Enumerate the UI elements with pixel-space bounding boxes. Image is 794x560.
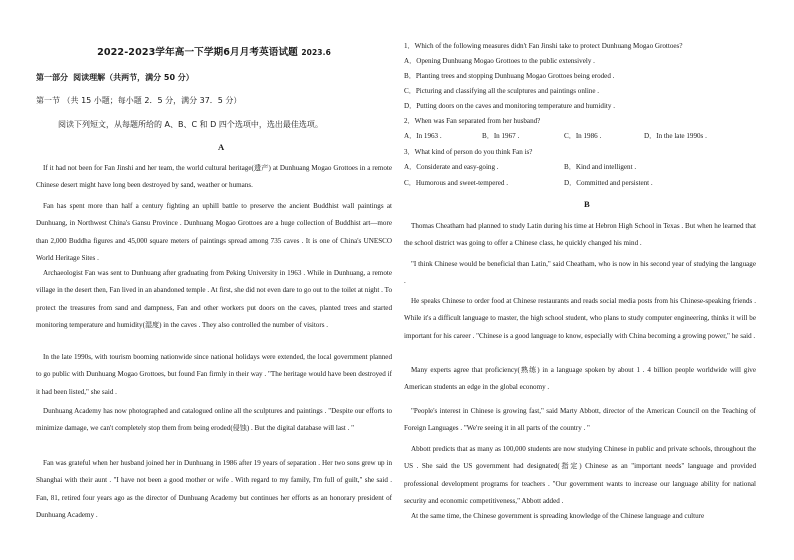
- page-title: [36, 44, 392, 58]
- question-2-option-c: C．In 1986 .: [564, 132, 602, 140]
- question-3-stem: 3．What kind of person do you think Fan is?: [404, 148, 533, 156]
- passage-a-para-6: Fan was grateful when her husband joined her in Dunhuang in 1986 after 19 years of separation . Her two sons grew up in Shanghai with their aunt . "I have not been a good mother or wife . With regard to my family, I'm full of guilt," she said . Fan, 81, retired four years ago as the director of Dunhuang Academy but continues her efforts as an honorary president of Dunhuang Academy .: [36, 459, 392, 520]
- title-year: 2023.6: [301, 48, 331, 57]
- question-3-option-d: D．Committed and persistent .: [564, 179, 653, 187]
- question-1-option-b: B．Planting trees and stopping Dunhuang Mogao Grottoes being eroded .: [404, 72, 615, 80]
- passage-a-para-4: In the late 1990s, with tourism booming nationwide since national holidays were extended, the local government planned to go public with Dunhuang Mogao Grottoes, but found Fan firmly in their way . "The heritage would have been destroyed if it had been listed," she said .: [36, 353, 392, 396]
- passage-b-para-5: "People's interest in Chinese is growing fast," said Marty Abbott, director of the American Council on the Teaching of Foreign Languages . "We're seeing it in all parts of the country . ": [404, 407, 756, 433]
- passage-b-para-6: Abbott predicts that as many as 100,000 students are now studying Chinese in public and private schools, throughout the US . She said the US government had designated(指定) Chinese as an "important needs" language and provided professional development programs for teachers . "Our government wants to increase our language ability for national security and economic competitiveness," Abbott added .: [404, 445, 756, 506]
- question-1-option-a: A．Opening Dunhuang Mogao Grottoes to the public extensively .: [404, 57, 595, 65]
- passage-b-para-4: Many experts agree that proficiency(熟练) in a language spoken by about 1 . 4 billion people worldwide will give American students an edge in the global economy .: [404, 366, 756, 392]
- question-2-option-d: D．In the late 1990s .: [644, 132, 707, 140]
- passage-a-para-3: Archaeologist Fan was sent to Dunhuang after graduating from Peking University in 1963 . While in Dunhuang, a remote village in the desert then, Fan lived in an abandoned temple . At first, she did not even dare to go out to the toilet at night . To protect the treasures from sand and dampness, Fan and other workers put doors on the caves, planted trees and started monitoring temperature and humidity(湿度) in the caves . They also controlled the number of visitors .: [36, 269, 392, 330]
- title-text: 2022-2023学年高一下学期6月月考英语试题: [97, 47, 298, 58]
- section-desc: （共 15 小题；每小题 2．5 分，满分 37．5 分）: [62, 96, 242, 105]
- part-name: 阅读理解（共两节，满分 50 分）: [73, 73, 194, 82]
- passage-b-letter: B: [584, 199, 590, 209]
- question-2-option-a: A．In 1963 .: [404, 132, 442, 140]
- passage-b-para-7: At the same time, the Chinese government is spreading knowledge of the Chinese language and culture: [411, 512, 705, 520]
- part-heading: [36, 72, 194, 83]
- section-label: 第一节: [36, 96, 60, 105]
- question-3-option-a: A．Considerate and easy-going .: [404, 163, 499, 171]
- question-1-option-c: C．Picturing and classifying all the sculptures and paintings online .: [404, 87, 600, 95]
- passage-a-para-1: If it had not been for Fan Jinshi and her team, the world cultural heritage(遗产) at Dunhuang Mogao Grottoes in a remote Chinese desert might have long been destroyed by sand, weather or humans.: [36, 164, 392, 190]
- passage-a-letter: A: [218, 142, 225, 152]
- passage-a-para-2: Fan has spent more than half a century fighting an uphill battle to preserve the ancient Buddhist wall paintings at Dunhuang, in Northwest China's Gansu Province . Dunhuang Mogao Grottoes are a huge collection of Buddhist art—more than 2,000 Buddha figures and 45,000 square meters of paintings spread among 735 caves . It is one of China's UNESCO World Heritage Sites .: [36, 202, 392, 263]
- part-label: 第一部分: [36, 73, 68, 82]
- question-1-option-d: D．Putting doors on the caves and monitoring temperature and humidity .: [404, 102, 616, 110]
- question-2-stem: 2．When was Fan separated from her husband?: [404, 117, 541, 125]
- passage-b-para-3: He speaks Chinese to order food at Chinese restaurants and reads social media posts from his Chinese-speaking friends . While it's a difficult language to master, the high school student, who plans to study computer engineering, thinks it will be important for his career . "Chinese is a good language to know, especially with China becoming a growing power," he said .: [404, 297, 756, 340]
- passage-b-para-2: "I think Chinese would be beneficial than Latin," said Cheatham, who is now in his second year of studying the language .: [404, 260, 756, 286]
- instruction: 阅读下列短文，从每题所给的 A、B、C 和 D 四个选项中，选出最佳选项。: [58, 120, 323, 129]
- passage-a-para-5: Dunhuang Academy has now photographed and catalogued online all the sculptures and paintings . "Despite our efforts to minimize damage, we can't completely stop them from being eroded(侵蚀) . But the digital database will last . ": [36, 407, 392, 433]
- question-3-option-c: C．Humorous and sweet-tempered .: [404, 179, 509, 187]
- question-1-stem: 1．Which of the following measures didn't Fan Jinshi take to protect Dunhuang Mogao Grottoes?: [404, 42, 683, 50]
- section-heading: [36, 95, 241, 106]
- question-2-option-b: B．In 1967 .: [482, 132, 520, 140]
- passage-b-para-1: Thomas Cheatham had planned to study Latin during his time at Hebron High School in Texas . But when he learned that the school district was going to offer a Chinese class, he quickly changed his mind .: [404, 222, 756, 248]
- question-3-option-b: B．Kind and intelligent .: [564, 163, 637, 171]
